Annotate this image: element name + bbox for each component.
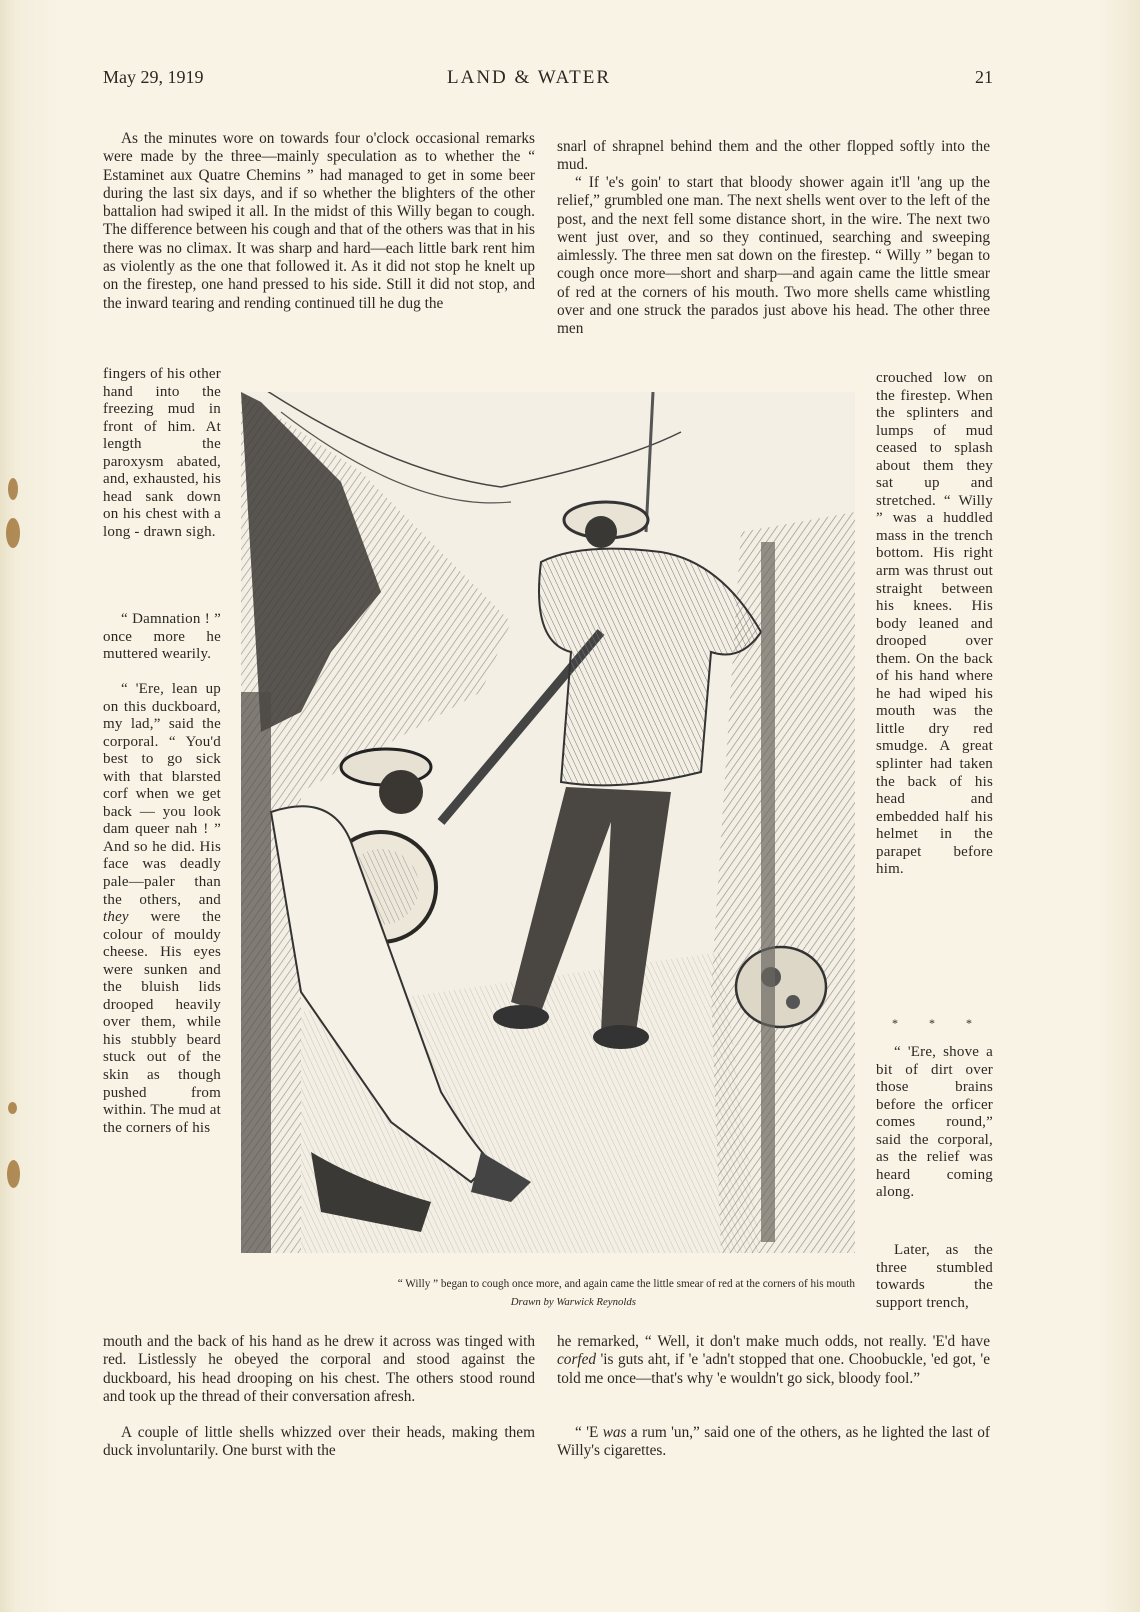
trench-illustration xyxy=(241,392,855,1253)
left-paragraph-top: As the minutes wore on towards four o'clock occasional remarks were made by the three—mainly speculation as to whether the “ Estaminet aux Quatre Chemins ” had managed to get in some beer during the last six days, and if so whether the blighters of the other battalion had swiped it all. In the midst of this Willy began to cough. The difference between his cough and that of the others was that in his there was no climax. It was sharp and hard—each little bark rent him as violently as the one that followed it. As it did not stop he knelt up on the firestep, one hand pressed to his side. Still it did not stop, and the inward tearing and rending continued till he dug the xyxy=(103,130,535,312)
right-paragraph-top-2: “ If 'e's goin' to start that bloody shower again it'll 'ang up the relief,” grumbled one man. The next shells went over to the left of the post, and the next fell some distance short, in the wire. The next two went just over, and so they continued, searching and sweeping aimlessly. The three men sat down on the firestep. “ Willy ” began to cough once more—short and sharp—and again came the little smear of red at the corners of his mouth. Two more shells came whistling over and one struck the parados just above his head. The other three men xyxy=(557,174,990,338)
right-text-b: 'is guts aht, if 'e 'adn't stopped that one. Choobuckle, 'ed got, 'e told me once—that's why 'e wouldn't go sick, bloody fool.” xyxy=(557,1351,990,1387)
pencil-drawing xyxy=(241,392,855,1253)
left-paragraph-bottom-2: A couple of little shells whizzed over their heads, making them duck involuntarily. One burst with the xyxy=(103,1424,535,1460)
left-narrow-paragraph-3 xyxy=(103,681,221,1137)
illustration-caption: “ Willy ” began to cough once more, and again came the little smear of red at the corners of his mouth xyxy=(397,1278,855,1290)
left-narrow-text-b: were the colour of mouldy cheese. His eyes were sunken and the bluish lids drooped heavily over them, while his stubbly beard stuck out of the skin as though pushed from within. The mud at the corners of his xyxy=(103,909,221,1136)
page-stain xyxy=(6,518,20,548)
left-narrow-text-a: “ 'Ere, lean up on this duckboard, my lad,” said the corporal. “ You'd best to go sick with that blarsted corf when we get back — you look dam queer nah ! ” And so he did. His face was deadly pale—paler than the others, and xyxy=(103,681,221,908)
right-text-c: “ 'E xyxy=(575,1424,599,1441)
page-stain xyxy=(7,1160,20,1188)
page-number: 21 xyxy=(975,67,993,87)
section-break-asterisks: * * * xyxy=(892,1016,986,1030)
issue-date: May 29, 1919 xyxy=(103,67,204,87)
right-paragraph-bottom-1 xyxy=(557,1333,990,1388)
page-stain xyxy=(8,1102,17,1114)
magazine-title: LAND & WATER xyxy=(447,67,612,88)
left-narrow-paragraph-2: “ Damnation ! ” once more he muttered wearily. xyxy=(103,611,221,663)
emphasis-was: was xyxy=(602,1424,627,1441)
left-paragraph-bottom-1: mouth and the back of his hand as he drew it across was tinged with red. Listlessly he obeyed the corporal and stood against the duckboard, his head drooping on his chest. The others stood round and took up the thread of their conversation afresh. xyxy=(103,1333,535,1405)
illustration-credit: Drawn by Warwick Reynolds xyxy=(510,1296,636,1308)
page-stain xyxy=(8,478,18,500)
right-paragraph-top-1: snarl of shrapnel behind them and the other flopped softly into the mud. xyxy=(557,138,990,174)
right-narrow-paragraph-3: Later, as the three stumbled towards the support trench, xyxy=(876,1242,993,1311)
right-text-d: a rum 'un,” said one of the others, as he lighted the last of Willy's cigarettes. xyxy=(557,1424,990,1460)
right-paragraph-bottom-2 xyxy=(557,1424,990,1461)
right-narrow-paragraph-2: “ 'Ere, shove a bit of dirt over those brains before the orficer comes round,” said the corporal, as the relief was heard coming along. xyxy=(876,1044,993,1201)
emphasis-they: they xyxy=(103,909,129,926)
right-text-a: he remarked, “ Well, it don't make much odds, not really. 'E'd have xyxy=(557,1333,990,1350)
left-narrow-paragraph-1: fingers of his other hand into the freezing mud in front of him. At length the paroxysm abated, and, exhausted, his head sank down on his chest with a long - drawn sigh. xyxy=(103,366,221,540)
fallen-helmet xyxy=(736,947,826,1027)
right-narrow-paragraph-1: crouched low on the firestep. When the splinters and lumps of mud ceased to splash about them they sat up and stretched. “ Willy ” was a huddled mass in the trench bottom. His right arm was thrust out straight between his knees. His body leaned and drooped over them. On the back of his hand where he had wiped his mouth was the little dry red smudge. A great splinter had taken the back of his head and embedded half his helmet in the parapet before him. xyxy=(876,370,993,878)
emphasis-corfed: corfed xyxy=(557,1351,597,1369)
